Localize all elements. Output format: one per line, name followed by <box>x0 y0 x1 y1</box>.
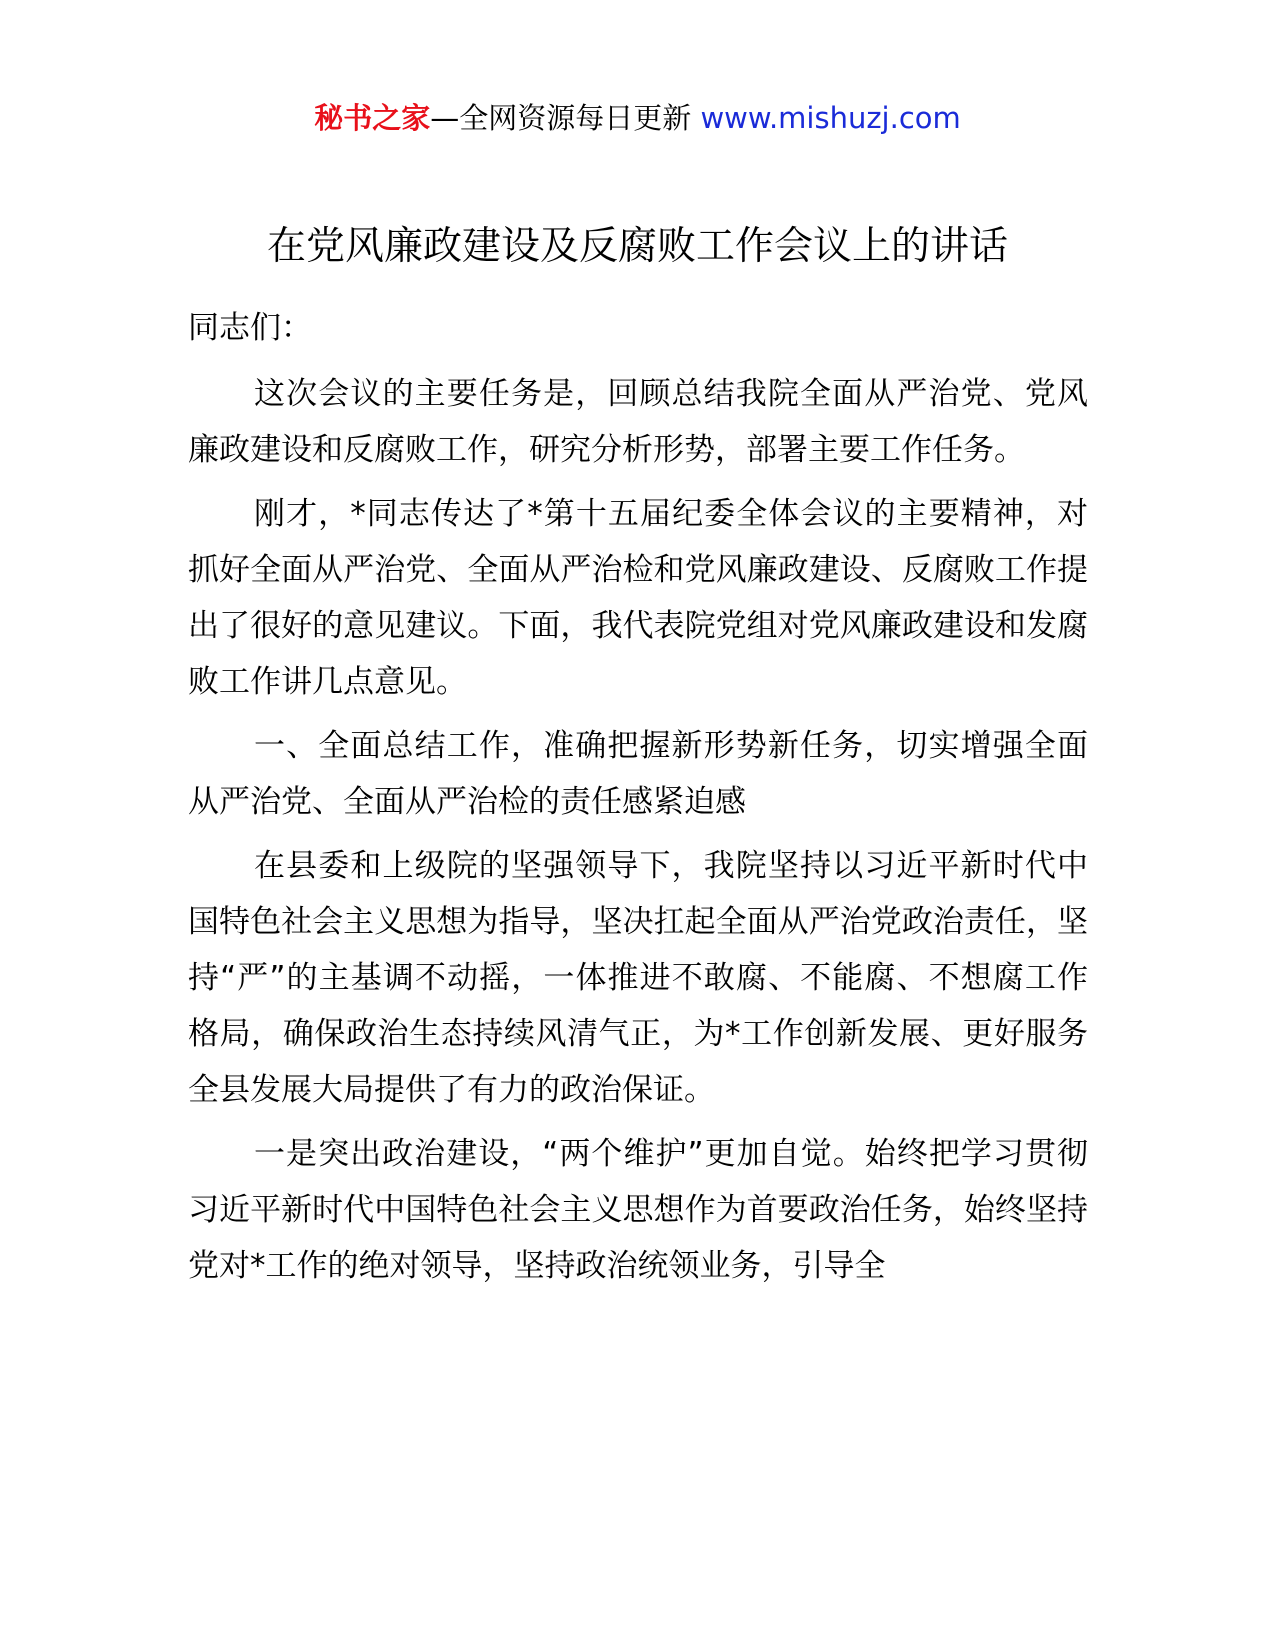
paragraph: 这次会议的主要任务是，回顾总结我院全面从严治党、党风廉政建设和反腐败工作，研究分析形势，部署主要工作任务。 <box>188 376 1088 468</box>
section-heading: 一、全面总结工作，准确把握新形势新任务，切实增强全面从严治党、全面从严治检的责任感紧迫感 <box>188 728 1088 820</box>
brand-name: 秘书之家 <box>314 101 431 135</box>
site-url-link[interactable]: www.mishuzj.com <box>700 101 961 135</box>
site-header <box>0 98 1275 138</box>
paragraph: 在县委和上级院的坚强领导下，我院坚持以习近平新时代中国特色社会主义思想为指导，坚决扛起全面从严治党政治责任，坚持“严”的主基调不动摇，一体推进不敢腐、不能腐、不想腐工作格局，确保政治生态持续风清气正，为*工作创新发展、更好服务全县发展大局提供了有力的政治保证。 <box>188 848 1088 1108</box>
document-title: 在党风廉政建设及反腐败工作会议上的讲话 <box>266 224 1008 269</box>
paragraph: 一是突出政治建设，“两个维护”更加自觉。始终把学习贯彻习近平新时代中国特色社会主义思想作为首要政治任务，始终坚持党对*工作的绝对领导，坚持政治统领业务，引导全 <box>188 1136 1088 1284</box>
document-body <box>188 300 1088 1302</box>
header-tagline: —全网资源每日更新 <box>430 101 692 135</box>
salutation: 同志们： <box>188 310 312 346</box>
paragraph: 刚才，*同志传达了*第十五届纪委全体会议的主要精神，对抓好全面从严治党、全面从严治检和党风廉政建设、反腐败工作提出了很好的意见建议。下面，我代表院党组对党风廉政建设和发腐败工作讲几点意见。 <box>188 496 1088 700</box>
